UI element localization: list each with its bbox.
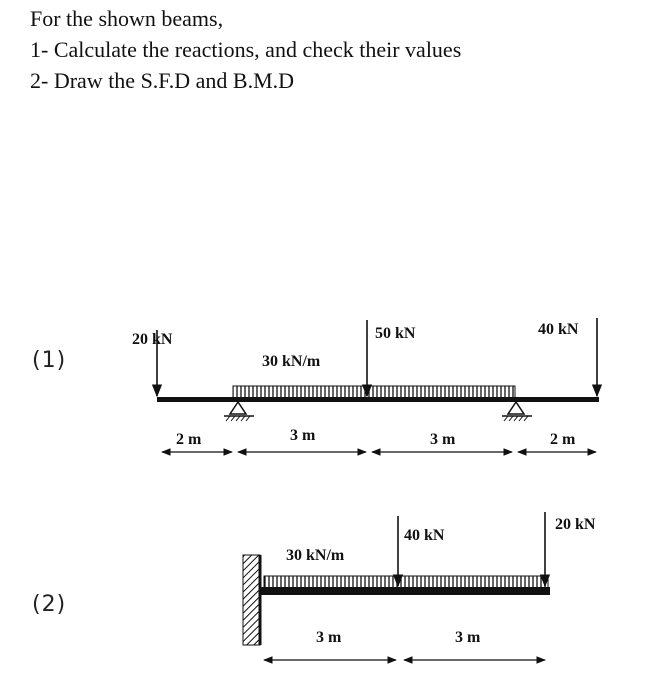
beam1-diagram <box>132 318 599 452</box>
beam1-load-mid-label: 50 kN <box>375 325 416 342</box>
beam1-load-left-label: 20 kN <box>132 331 173 348</box>
beam2-diagram <box>243 512 596 660</box>
beam1-udl <box>233 386 515 398</box>
beam2-label: (2) <box>32 592 67 617</box>
heading-line-3: 2- Draw the S.F.D and B.M.D <box>30 68 295 93</box>
beam2-load-mid-label: 40 kN <box>404 527 445 544</box>
beam2-udl <box>264 576 548 588</box>
beam2-beam <box>260 587 550 595</box>
beam1-support-left <box>224 402 254 421</box>
beam2-dim-2-label: 3 m <box>455 629 481 646</box>
heading-line-1: For the shown beams, <box>30 6 224 31</box>
beam2-fixed-wall <box>243 555 260 645</box>
beam1-dim-2-label: 3 m <box>290 427 316 444</box>
beam1-support-right <box>502 402 532 421</box>
beam1-dim-4-label: 2 m <box>550 431 576 448</box>
beam1-beam <box>157 397 599 402</box>
beam1-load-right-label: 40 kN <box>538 321 579 338</box>
beam1-udl-label: 30 kN/m <box>262 353 321 370</box>
beam1-dim-1-label: 2 m <box>176 431 202 448</box>
heading-line-2: 1- Calculate the reactions, and check their values <box>30 37 462 62</box>
beam2-load-end-label: 20 kN <box>555 516 596 533</box>
beam1-dim-3-label: 3 m <box>430 431 456 448</box>
beam2-udl-label: 30 kN/m <box>286 547 345 564</box>
beam1-label: (1) <box>32 348 67 373</box>
beam2-dim-1-label: 3 m <box>316 629 342 646</box>
